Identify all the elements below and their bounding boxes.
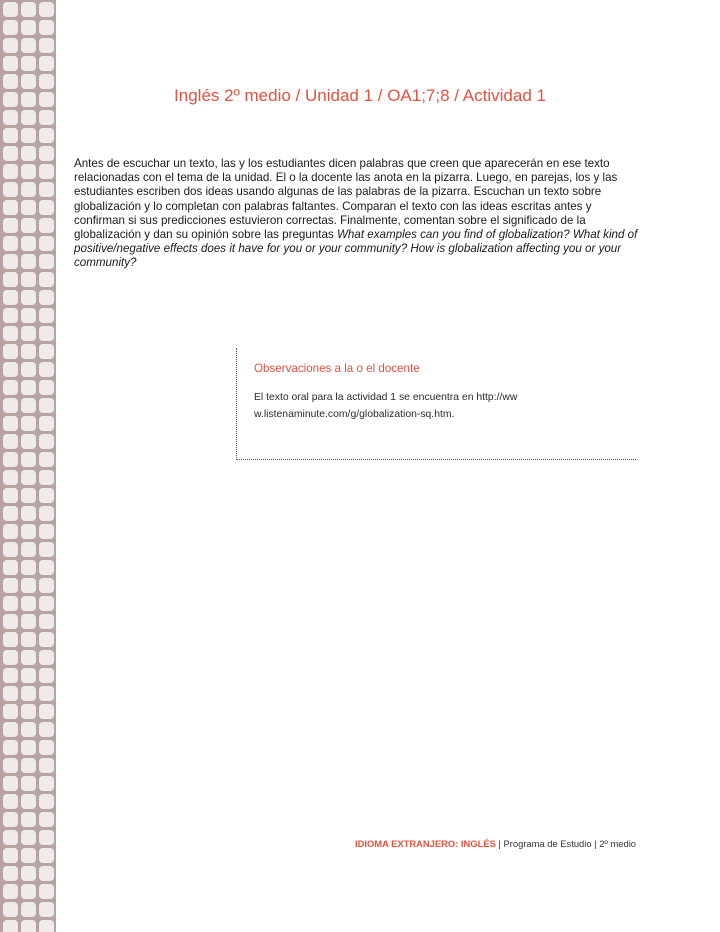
sidebar-tile-grid bbox=[3, 2, 54, 932]
sidebar-tile bbox=[3, 416, 18, 431]
sidebar-tile bbox=[39, 884, 54, 899]
sidebar-tile bbox=[39, 596, 54, 611]
sidebar-tile bbox=[39, 560, 54, 575]
sidebar-tile bbox=[39, 578, 54, 593]
activity-description bbox=[74, 157, 642, 271]
sidebar-tile bbox=[39, 56, 54, 71]
sidebar-tile bbox=[3, 218, 18, 233]
teacher-observations-box bbox=[236, 348, 636, 460]
sidebar-tile bbox=[39, 38, 54, 53]
sidebar-tile bbox=[39, 704, 54, 719]
sidebar-tile bbox=[3, 830, 18, 845]
sidebar-tile bbox=[21, 632, 36, 647]
sidebar-tile bbox=[3, 488, 18, 503]
sidebar-tile bbox=[21, 308, 36, 323]
sidebar-tile bbox=[3, 380, 18, 395]
sidebar-tile bbox=[3, 2, 18, 17]
sidebar-tile bbox=[3, 794, 18, 809]
sidebar-tile bbox=[39, 686, 54, 701]
sidebar-tile bbox=[3, 524, 18, 539]
page-footer bbox=[355, 838, 636, 849]
sidebar-tile bbox=[21, 920, 36, 932]
sidebar-tile bbox=[3, 200, 18, 215]
sidebar-tile bbox=[39, 344, 54, 359]
sidebar-tile bbox=[21, 794, 36, 809]
sidebar-tile bbox=[3, 614, 18, 629]
sidebar-tile bbox=[3, 920, 18, 932]
sidebar-tile bbox=[39, 920, 54, 932]
sidebar-tile bbox=[39, 362, 54, 377]
sidebar-tile bbox=[39, 290, 54, 305]
sidebar-tile bbox=[39, 722, 54, 737]
sidebar-tile bbox=[3, 182, 18, 197]
sidebar-tile bbox=[39, 434, 54, 449]
sidebar-tile bbox=[21, 704, 36, 719]
sidebar-tile bbox=[39, 902, 54, 917]
sidebar-tile bbox=[21, 164, 36, 179]
sidebar-tile bbox=[21, 110, 36, 125]
sidebar-tile bbox=[21, 452, 36, 467]
sidebar-tile bbox=[39, 182, 54, 197]
sidebar-tile bbox=[39, 758, 54, 773]
sidebar-tile bbox=[39, 542, 54, 557]
sidebar-tile bbox=[3, 254, 18, 269]
sidebar-tile bbox=[21, 722, 36, 737]
sidebar-tile bbox=[3, 632, 18, 647]
sidebar-tile bbox=[21, 236, 36, 251]
page-title: Inglés 2º medio / Unidad 1 / OA1;7;8 / Actividad 1 bbox=[174, 86, 546, 105]
footer-separator: | bbox=[591, 838, 600, 849]
sidebar-tile bbox=[21, 290, 36, 305]
activity-questions: What examples can you find of globalization? What kind of positive/negative effects does it have for you or your community? How is globalization affecting you or your community? bbox=[74, 228, 638, 270]
sidebar-tile bbox=[21, 326, 36, 341]
sidebar-tile bbox=[21, 866, 36, 881]
footer-grade: 2º medio bbox=[599, 838, 636, 849]
sidebar-tile bbox=[39, 470, 54, 485]
sidebar-tile bbox=[21, 776, 36, 791]
sidebar-tile bbox=[3, 776, 18, 791]
sidebar-tile bbox=[21, 218, 36, 233]
sidebar-tile bbox=[3, 686, 18, 701]
sidebar-tile bbox=[21, 758, 36, 773]
sidebar-tile bbox=[39, 326, 54, 341]
sidebar-tile bbox=[39, 380, 54, 395]
sidebar-tile bbox=[39, 488, 54, 503]
sidebar-tile bbox=[39, 218, 54, 233]
sidebar-tile bbox=[21, 884, 36, 899]
sidebar-tile bbox=[21, 902, 36, 917]
sidebar-tile bbox=[21, 434, 36, 449]
sidebar-tile bbox=[21, 380, 36, 395]
sidebar-tile bbox=[39, 452, 54, 467]
sidebar-tile bbox=[39, 110, 54, 125]
sidebar-tile bbox=[21, 254, 36, 269]
sidebar-tile bbox=[3, 506, 18, 521]
footer-separator: | bbox=[495, 838, 504, 849]
sidebar-tile bbox=[3, 560, 18, 575]
sidebar-tile bbox=[39, 794, 54, 809]
sidebar-tile bbox=[3, 164, 18, 179]
observations-title: Observaciones a la o el docente bbox=[254, 362, 420, 375]
sidebar-tile bbox=[39, 254, 54, 269]
sidebar-tile bbox=[21, 182, 36, 197]
sidebar-tile bbox=[3, 812, 18, 827]
sidebar-tile bbox=[3, 848, 18, 863]
sidebar-tile bbox=[39, 506, 54, 521]
sidebar-tile bbox=[21, 146, 36, 161]
sidebar-tile bbox=[39, 524, 54, 539]
sidebar-tile bbox=[21, 524, 36, 539]
sidebar-tile bbox=[21, 506, 36, 521]
sidebar-tile bbox=[3, 740, 18, 755]
sidebar-tile bbox=[3, 902, 18, 917]
sidebar-tile bbox=[39, 632, 54, 647]
sidebar-tile bbox=[21, 38, 36, 53]
sidebar-tile bbox=[3, 452, 18, 467]
sidebar-tile bbox=[3, 38, 18, 53]
sidebar-tile bbox=[21, 488, 36, 503]
sidebar-tile bbox=[21, 128, 36, 143]
sidebar-tile bbox=[39, 200, 54, 215]
sidebar-tile bbox=[39, 416, 54, 431]
sidebar-tile bbox=[3, 56, 18, 71]
sidebar-tile bbox=[21, 470, 36, 485]
sidebar-tile bbox=[3, 434, 18, 449]
sidebar-tile bbox=[3, 704, 18, 719]
sidebar-tile bbox=[3, 146, 18, 161]
sidebar-tile bbox=[3, 542, 18, 557]
sidebar-tile bbox=[21, 344, 36, 359]
sidebar-tile bbox=[21, 20, 36, 35]
sidebar-tile bbox=[21, 614, 36, 629]
sidebar-tile bbox=[21, 416, 36, 431]
sidebar-tile bbox=[21, 200, 36, 215]
sidebar-tile bbox=[39, 740, 54, 755]
sidebar-tile bbox=[21, 542, 36, 557]
observations-text: El texto oral para la actividad 1 se encuentra en http://www.listenaminute.com/g/globalization-sq.htm. bbox=[254, 392, 518, 420]
sidebar-tile bbox=[21, 830, 36, 845]
sidebar-tile bbox=[3, 20, 18, 35]
sidebar-tile bbox=[39, 146, 54, 161]
sidebar-tile bbox=[21, 686, 36, 701]
sidebar-tile bbox=[3, 884, 18, 899]
sidebar-tile bbox=[39, 830, 54, 845]
sidebar-tile bbox=[39, 650, 54, 665]
sidebar-tile bbox=[21, 56, 36, 71]
sidebar-tile bbox=[39, 776, 54, 791]
sidebar-tile bbox=[21, 668, 36, 683]
sidebar-tile bbox=[3, 236, 18, 251]
sidebar-tile bbox=[21, 596, 36, 611]
activity-intro-text: Antes de escuchar un texto, las y los estudiantes dicen palabras que creen que aparecerán en ese texto relacionadas con el tema de la unidad. El o la docente las anota en la pizarra. Luego, en parejas, los y las estudiantes escriben dos ideas usando algunas de las palabras de la pizarra. Escuchan un texto sobre globalización y lo completan con palabras faltantes. Comparan el texto con las ideas escritas antes y confirman si sus predicciones estuvieron correctas. Finalmente, comentan sobre el significado de la globalización y dan su opinión sobre las preguntas bbox=[74, 157, 618, 242]
sidebar-tile bbox=[21, 398, 36, 413]
sidebar-tile bbox=[3, 758, 18, 773]
sidebar-tile bbox=[3, 668, 18, 683]
sidebar-tile bbox=[39, 398, 54, 413]
decorative-sidebar bbox=[0, 0, 56, 932]
sidebar-tile bbox=[39, 272, 54, 287]
sidebar-tile bbox=[3, 110, 18, 125]
sidebar-tile bbox=[39, 866, 54, 881]
footer-program: Programa de Estudio bbox=[503, 838, 592, 849]
sidebar-tile bbox=[39, 128, 54, 143]
footer-subject: IDIOMA EXTRANJERO: INGLÉS bbox=[355, 838, 496, 849]
sidebar-tile bbox=[21, 560, 36, 575]
sidebar-tile bbox=[3, 578, 18, 593]
sidebar-tile bbox=[39, 20, 54, 35]
sidebar-tile bbox=[39, 2, 54, 17]
sidebar-tile bbox=[3, 308, 18, 323]
sidebar-tile bbox=[39, 164, 54, 179]
sidebar-tile bbox=[3, 272, 18, 287]
sidebar-tile bbox=[3, 326, 18, 341]
sidebar-tile bbox=[3, 128, 18, 143]
sidebar-tile bbox=[3, 344, 18, 359]
sidebar-tile bbox=[21, 578, 36, 593]
sidebar-tile bbox=[39, 236, 54, 251]
sidebar-tile bbox=[3, 470, 18, 485]
sidebar-tile bbox=[39, 308, 54, 323]
sidebar-tile bbox=[21, 740, 36, 755]
sidebar-tile bbox=[3, 398, 18, 413]
sidebar-tile bbox=[21, 2, 36, 17]
sidebar-tile bbox=[39, 614, 54, 629]
sidebar-tile bbox=[3, 722, 18, 737]
sidebar-tile bbox=[21, 272, 36, 287]
sidebar-tile bbox=[21, 362, 36, 377]
sidebar-tile bbox=[3, 290, 18, 305]
sidebar-tile bbox=[3, 596, 18, 611]
sidebar-tile bbox=[21, 650, 36, 665]
sidebar-tile bbox=[3, 866, 18, 881]
sidebar-tile bbox=[39, 668, 54, 683]
sidebar-tile bbox=[3, 362, 18, 377]
sidebar-tile bbox=[3, 650, 18, 665]
sidebar-tile bbox=[21, 812, 36, 827]
sidebar-tile bbox=[21, 848, 36, 863]
sidebar-tile bbox=[39, 848, 54, 863]
sidebar-tile bbox=[39, 812, 54, 827]
